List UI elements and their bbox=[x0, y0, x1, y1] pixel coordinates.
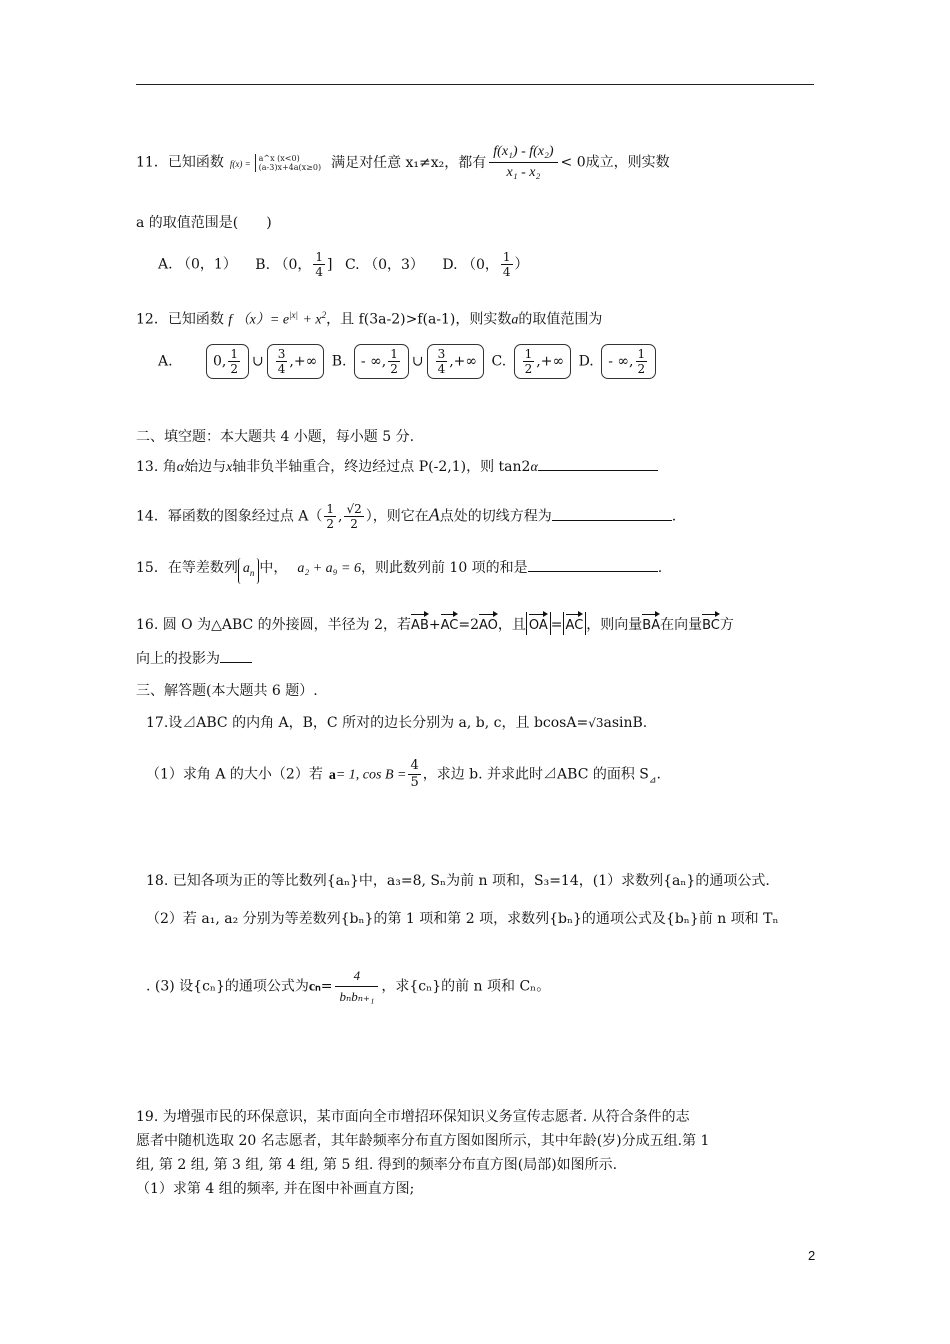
vector-ab: AB bbox=[411, 612, 429, 635]
q11-fraction: $\frac{\text{f(x₁) - f(x₂)}}{\text{x₁ - x₂}}$ bbox=[489, 142, 557, 183]
vector-ao: AO bbox=[479, 612, 498, 635]
header-rule bbox=[136, 84, 814, 85]
vector-ba: BA bbox=[642, 612, 660, 635]
option-c-interval: $\frac{1}{2}$ ,+∞ bbox=[514, 344, 571, 379]
option-b-interval: - ∞, $\frac{1}{2}$ bbox=[354, 344, 409, 379]
vector-ac-abs: AC bbox=[566, 612, 584, 635]
q16-line1: 16. 圆 O 为△ABC 的外接圆，半径为 2，若AB+AC=2AO，且 OA = AC ，则向量BA在向量BC方 bbox=[136, 612, 734, 635]
vector-oa: OA bbox=[529, 612, 548, 635]
q17-line1: 17.设⊿ABC 的内角 A，B，C 所对的边长分别为 a, b, c，且 bcosA=√3asinB. bbox=[146, 715, 648, 731]
option-d-interval: - ∞, $\frac{1}{2}$ bbox=[601, 344, 656, 379]
q19-line1: 19. 为增强市民的环保意识，某市面向全市增招环保知识义务宣传志愿者. 从符合条件的志 bbox=[136, 1109, 690, 1125]
q19-line4: （1）求第 4 组的频率, 并在图中补画直方图; bbox=[136, 1181, 415, 1197]
q16-line2: 向上的投影为 bbox=[136, 650, 252, 668]
q18-line1: 18. 已知各项为正的等比数列{aₙ}中，a₃=8, Sₙ为前 n 项和，S₃=14，(1）求数列{aₙ}的通项公式. bbox=[146, 873, 770, 889]
q14: 14．幂函数的图象经过点 A（ $\frac{1}{2}$ , $\frac{√2}{2}$ ），则它在A点处的切线方程为 . bbox=[136, 502, 677, 531]
option-a-interval: 0, $\frac{1}{2}$ bbox=[206, 344, 249, 379]
section-2-heading: 二、填空题：本大题共 4 小题，每小题 5 分. bbox=[136, 429, 415, 445]
q11-options: A. （0，1） B. （0， $\frac{1}{4}$ ] C. （0，3） D. （0， $\frac{1}{4}$ ） bbox=[158, 250, 529, 279]
q15-answer-blank[interactable] bbox=[528, 559, 658, 572]
page-number: 2 bbox=[808, 1248, 816, 1263]
q13-answer-blank[interactable] bbox=[538, 458, 658, 471]
q12-options: A. 0, $\frac{1}{2}$ ∪ $\frac{3}{4}$ ,+∞ B. - ∞, $\frac{1}{2}$ ∪ $\frac{3}{4}$ ,+∞ C. $\frac{1}{2}$ ,+∞ D. - ∞, $\frac{1}{2}$ bbox=[158, 344, 659, 379]
q19-line2: 愿者中随机选取 20 名志愿者，其年龄频率分布直方图如图所示，其中年龄(岁)分成五组.第 1 bbox=[136, 1133, 710, 1149]
q13: 13. 角α始边与x轴非负半轴重合，终边经过点 P(-2,1)，则 tan2α bbox=[136, 458, 658, 477]
q11-line1: 11．已知函数 f(x) =a^x (x<0) (a-3)x+4a(x≥0) 满足对任意 x₁≠x₂，都有 $\frac{\text{f(x₁) - f(x₂)}}{\text{x₁ - x₂}}$ < 0成立，则实数 bbox=[136, 142, 670, 183]
piecewise-function: a^x (x<0) (a-3)x+4a(x≥0) bbox=[255, 154, 321, 172]
q15: 15．在等差数列 $a_n$ 中， a₂ + a₉ = 6，则此数列前 10 项的和是 . bbox=[136, 558, 662, 584]
q11-line2: a 的取值范围是( ) bbox=[136, 215, 272, 231]
q18-line2: （2）若 a₁, a₂ 分别为等差数列{bₙ}的第 1 项和第 2 项，求数列{bₙ}的通项公式及{bₙ}前 n 项和 Tₙ bbox=[146, 911, 779, 927]
q17-line2: （1）求角 A 的大小（2）若 a= 1, cos B = $\frac{4}{5}$ ，求边 b. 并求此时⊿ABC 的面积 $S_⊿$. bbox=[146, 758, 661, 790]
section-3-heading: 三、解答题(本大题共 6 题）. bbox=[136, 683, 318, 699]
vector-bc: BC bbox=[702, 612, 720, 635]
q19-line3: 组, 第 2 组, 第 3 组, 第 4 组, 第 5 组. 得到的频率分布直方图(局部)如图所示. bbox=[136, 1157, 618, 1173]
q18-line3: . (3) 设{cₙ}的通项公式为cₙ= $\frac{4}{\text{bₙbₙ₊₁}}$ ，求{cₙ}的前 n 项和 Cₙ。 bbox=[146, 968, 551, 1004]
q14-answer-blank[interactable] bbox=[552, 508, 672, 521]
q12-line1: 12．已知函数 f $(x)= e^{|x|} + x^2$，且 f(3a-2)>f(a-1)，则实数a的取值范围为 bbox=[136, 310, 603, 328]
vector-ac: AC bbox=[441, 612, 459, 635]
q16-answer-blank[interactable] bbox=[220, 650, 252, 663]
